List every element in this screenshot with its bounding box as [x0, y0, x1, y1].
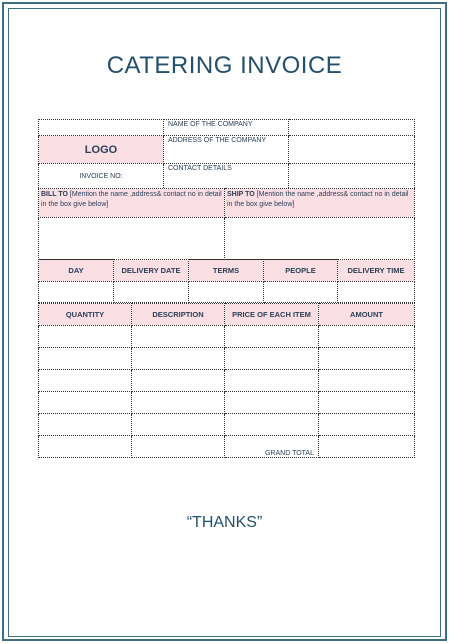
grand-total-label: GRAND TOTAL	[225, 436, 319, 458]
price-cell[interactable]	[225, 348, 319, 370]
contact-details-label: CONTACT DETAILS	[164, 164, 289, 190]
items-table	[38, 303, 415, 458]
amount-cell[interactable]	[319, 326, 415, 348]
bill-to-header	[39, 189, 225, 218]
description-cell[interactable]	[132, 414, 225, 436]
description-cell[interactable]	[132, 326, 225, 348]
quantity-cell[interactable]	[39, 326, 132, 348]
delivery-header-day: DAY	[39, 260, 114, 282]
amount-cell[interactable]	[319, 370, 415, 392]
company-name-field[interactable]	[289, 120, 415, 136]
delivery-date-field[interactable]	[114, 282, 189, 303]
ship-to-note: [Mention the name ,address& contact no in detail in the box give below]	[227, 191, 409, 208]
contact-details-field[interactable]	[289, 164, 415, 190]
company-name-label: NAME OF THE COMPANY	[164, 120, 289, 136]
table-row	[39, 326, 415, 348]
company-header-table	[38, 119, 415, 190]
people-field[interactable]	[264, 282, 338, 303]
amount-cell[interactable]	[319, 414, 415, 436]
price-cell[interactable]	[225, 370, 319, 392]
delivery-header-terms: TERMS	[189, 260, 264, 282]
description-cell[interactable]	[132, 370, 225, 392]
ship-to-field[interactable]	[225, 218, 415, 260]
company-address-field[interactable]	[289, 136, 415, 164]
quantity-cell[interactable]	[39, 392, 132, 414]
price-cell[interactable]	[225, 392, 319, 414]
table-row	[39, 348, 415, 370]
ship-to-header	[225, 189, 415, 218]
table-row	[39, 392, 415, 414]
item-header-amount: AMOUNT	[319, 304, 415, 326]
thanks-message: “THANKS”	[186, 514, 263, 531]
item-header-description: DESCRIPTION	[132, 304, 225, 326]
delivery-header-time: DELIVERY TIME	[338, 260, 415, 282]
day-field[interactable]	[39, 282, 114, 303]
ship-to-label: SHIP TO	[227, 191, 255, 198]
table-row	[39, 370, 415, 392]
table-row	[39, 414, 415, 436]
amount-cell[interactable]	[319, 348, 415, 370]
delivery-header-people: PEOPLE	[264, 260, 338, 282]
delivery-table	[38, 259, 415, 303]
price-cell[interactable]	[225, 414, 319, 436]
delivery-header-date: DELIVERY DATE	[114, 260, 189, 282]
item-header-price: PRICE OF EACH ITEM	[225, 304, 319, 326]
grand-total-field[interactable]	[319, 436, 415, 458]
amount-cell[interactable]	[319, 392, 415, 414]
quantity-cell[interactable]	[39, 370, 132, 392]
bill-to-note: [Mention the name ,address& contact no in detail in the box give below]	[41, 191, 222, 208]
invoice-title: CATERING INVOICE	[106, 52, 343, 79]
description-cell[interactable]	[132, 348, 225, 370]
quantity-cell[interactable]	[39, 348, 132, 370]
bill-ship-table	[38, 188, 415, 260]
terms-field[interactable]	[189, 282, 264, 303]
price-cell[interactable]	[225, 326, 319, 348]
delivery-time-field[interactable]	[338, 282, 415, 303]
item-header-quantity: QUANTITY	[39, 304, 132, 326]
description-cell[interactable]	[132, 392, 225, 414]
quantity-cell[interactable]	[39, 414, 132, 436]
grand-total-row	[39, 436, 415, 458]
bill-to-field[interactable]	[39, 218, 225, 260]
invoice-no-label: INVOICE NO:	[39, 164, 164, 190]
logo: LOGO	[39, 136, 164, 164]
bill-to-label: BILL TO	[41, 191, 68, 198]
company-address-label: ADDRESS OF THE COMPANY	[164, 136, 289, 164]
